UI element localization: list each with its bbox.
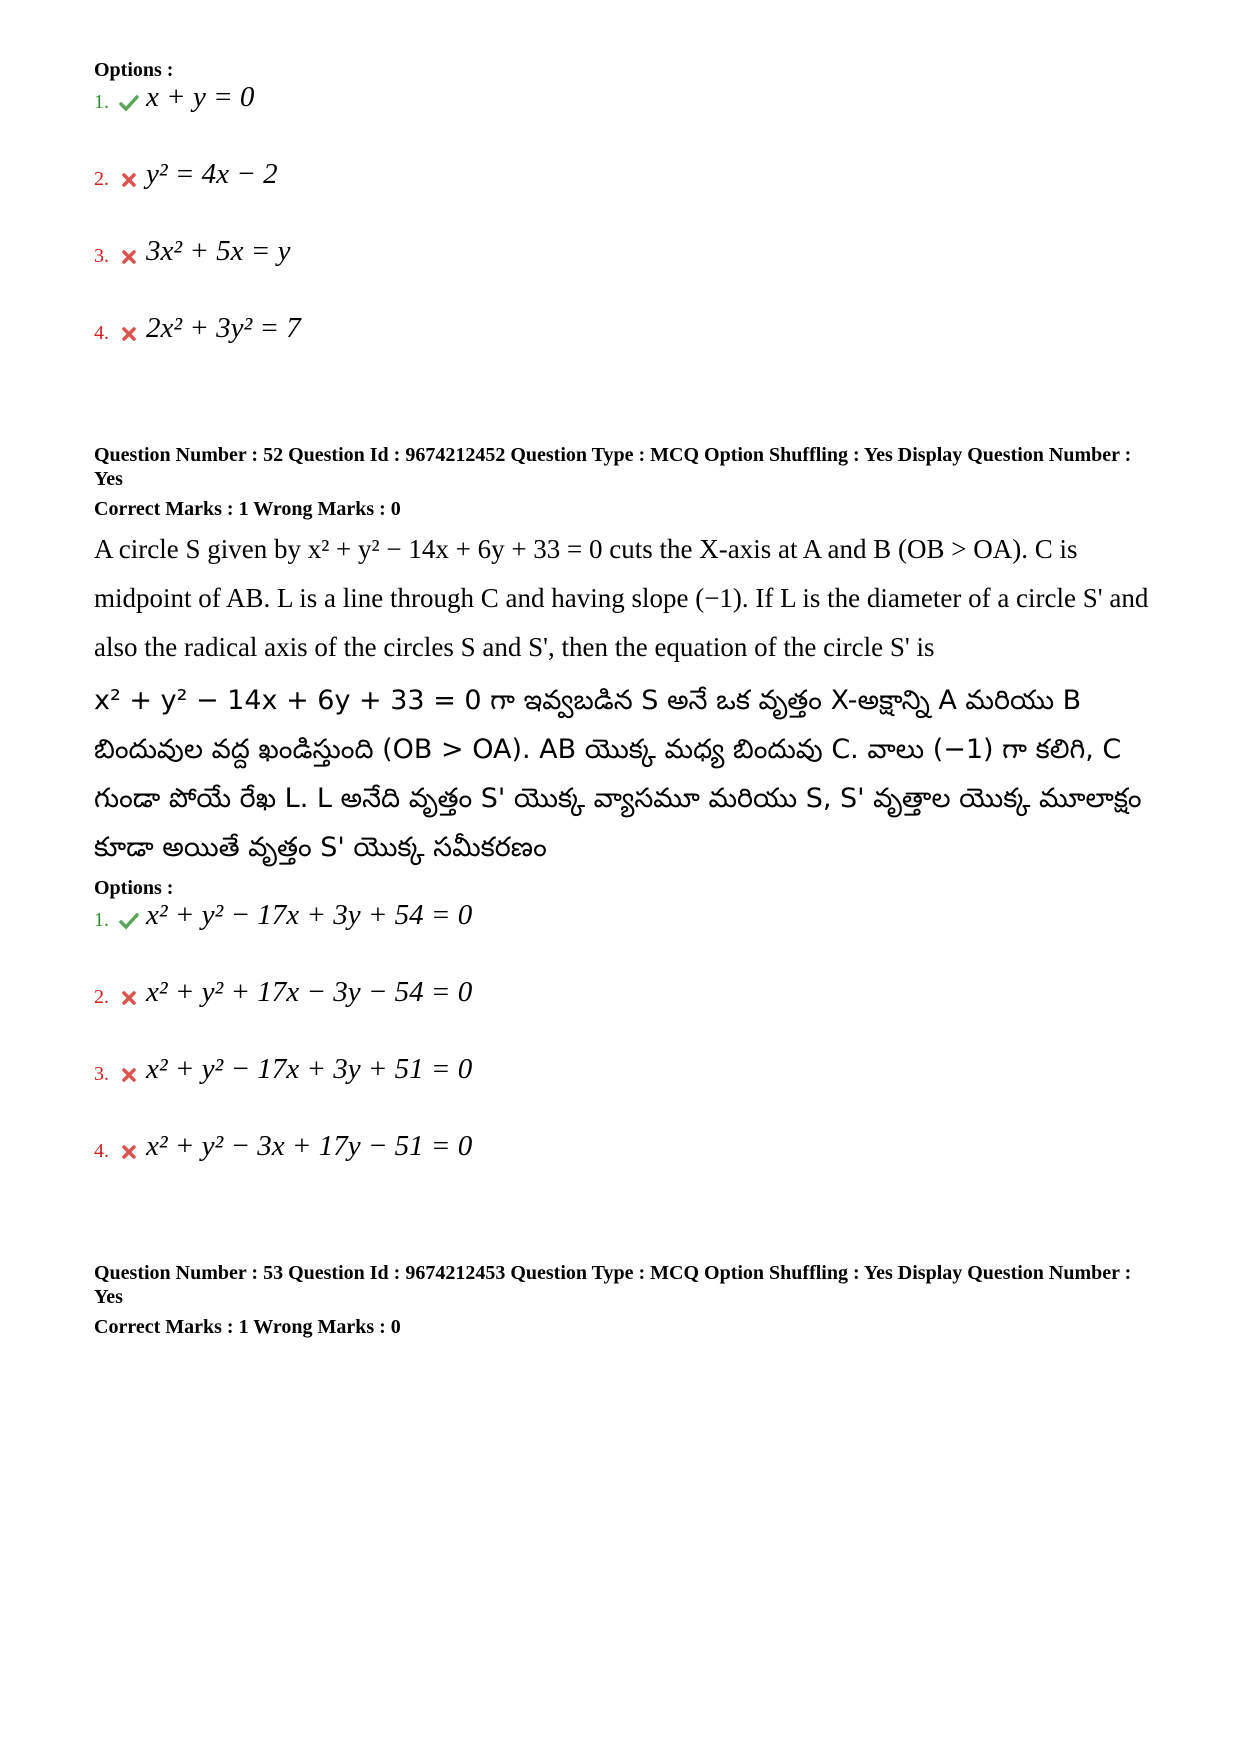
- cross-icon: [118, 169, 140, 191]
- question-text-english: A circle S given by x² + y² − 14x + 6y + 33 = 0 cuts the X-axis at A and B (OB > OA). C is midpoint of AB. L is a line through C and having slope (−1). If L is the diameter of a circle S' and also the radical axis of the circles S and S', then the equation of the circle S' is: [94, 534, 1149, 662]
- options-list-prev: [94, 81, 1154, 379]
- cross-icon: [118, 246, 140, 268]
- question-header: Question Number : 52 Question Id : 9674212452 Question Type : MCQ Option Shuffling : Yes Display Question Number : Yes: [94, 444, 1132, 490]
- options-label: Options :: [94, 877, 174, 899]
- option-number: 1.: [94, 909, 109, 931]
- option-3: [94, 1043, 1154, 1120]
- question-header: Question Number : 53 Question Id : 9674212453 Question Type : MCQ Option Shuffling : Yes Display Question Number : Yes: [94, 1262, 1132, 1308]
- check-icon: [118, 910, 140, 932]
- option-2: [94, 966, 1154, 1043]
- option-number: 3.: [94, 1063, 109, 1085]
- option-1: [94, 81, 1154, 148]
- options-label: Options :: [94, 59, 174, 81]
- option-equation: x² + y² − 17x + 3y + 51 = 0: [146, 1053, 473, 1085]
- option-number: 2.: [94, 986, 109, 1008]
- option-equation: y² = 4x − 2: [146, 158, 278, 190]
- option-number: 4.: [94, 1140, 109, 1162]
- question-text-telugu: x² + y² − 14x + 6y + 33 = 0 గా ఇవ్వబడిన S అనే ఒక వృత్తం X-అక్షాన్ని A మరియు B బిందువుల వద్ద ఖండిస్తుంది (OB > OA). AB యొక్క మధ్య బిందువు C. వాలు (−1) గా కలిగి, C గుండా పోయే రేఖ L. L అనేది వృత్తం S' యొక్క వ్యాసమూ మరియు S, S' వృత్తాల యొక్క మూలాక్షం కూడా అయితే వృత్తం S' యొక్క సమీకరణం: [94, 685, 1142, 863]
- option-4: [94, 1120, 1154, 1197]
- option-number: 1.: [94, 91, 109, 113]
- option-1: [94, 899, 1154, 966]
- option-3: [94, 225, 1154, 302]
- check-icon: [118, 92, 140, 114]
- question-marks: Correct Marks : 1 Wrong Marks : 0: [94, 498, 401, 520]
- option-equation: x² + y² − 3x + 17y − 51 = 0: [146, 1130, 473, 1162]
- option-equation: x + y = 0: [146, 81, 255, 113]
- cross-icon: [118, 987, 140, 1009]
- option-equation: x² + y² − 17x + 3y + 54 = 0: [146, 899, 473, 931]
- option-4: [94, 302, 1154, 379]
- option-equation: x² + y² + 17x − 3y − 54 = 0: [146, 976, 473, 1008]
- option-equation: 3x² + 5x = y: [146, 235, 291, 267]
- options-list-q52: [94, 899, 1154, 1197]
- option-2: [94, 148, 1154, 225]
- option-equation: 2x² + 3y² = 7: [146, 312, 301, 344]
- question-marks: Correct Marks : 1 Wrong Marks : 0: [94, 1316, 401, 1338]
- option-number: 3.: [94, 245, 109, 267]
- cross-icon: [118, 323, 140, 345]
- option-number: 4.: [94, 322, 109, 344]
- cross-icon: [118, 1141, 140, 1163]
- question-page: [94, 58, 1154, 1339]
- option-number: 2.: [94, 168, 109, 190]
- cross-icon: [118, 1064, 140, 1086]
